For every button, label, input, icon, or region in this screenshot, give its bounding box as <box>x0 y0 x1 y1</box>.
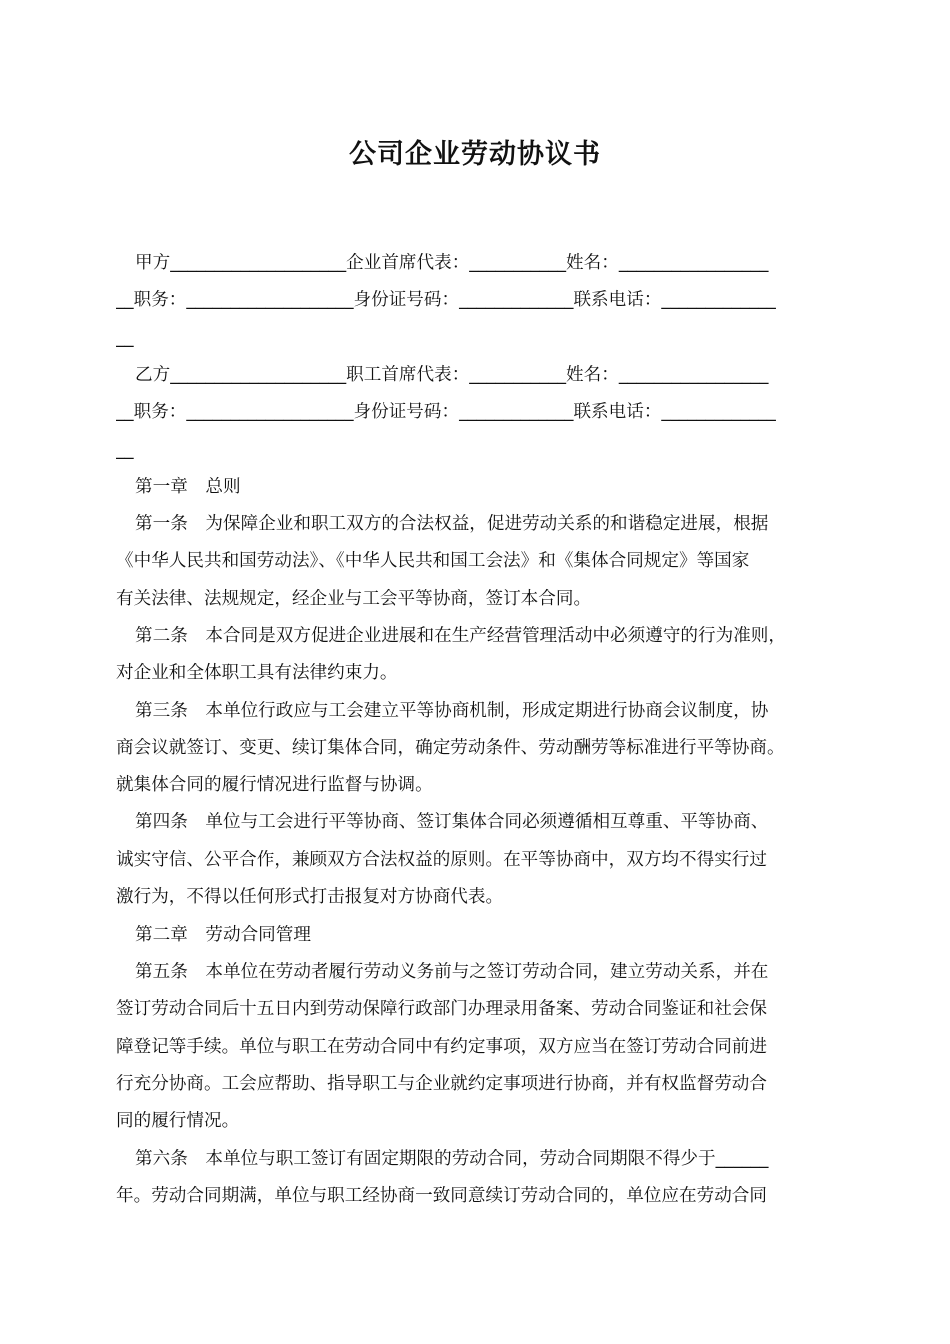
paragraph-line: 《中华人民共和国劳动法》、《中华人民共和国工会法》和《集体合同规定》等国家 <box>116 551 750 571</box>
paragraph-line: 第六条 本单位与职工签订有固定期限的劳动合同，劳动合同期限不得少于______ <box>135 1149 769 1169</box>
paragraph-line: 行充分协商。工会应帮助、指导职工与企业就约定事项进行协商，并有权监督劳动合 <box>116 1074 767 1094</box>
paragraph-line: 有关法律、法规规定，经企业与工会平等协商，签订本合同。 <box>116 589 592 609</box>
document-title: 公司企业劳动协议书 <box>349 139 601 170</box>
paragraph-line: 商会议就签订、变更、续订集体合同，确定劳动条件、劳动酬劳等标准进行平等协商。 <box>116 738 785 758</box>
paragraph-line: 第三条 本单位行政应与工会建立平等协商机制，形成定期进行协商会议制度，协 <box>135 701 769 721</box>
paragraph-line: 第五条 本单位在劳动者履行劳动义务前与之签订劳动合同，建立劳动关系，并在 <box>135 962 769 982</box>
paragraph-line: 对企业和全体职工具有法律约束力。 <box>116 663 398 683</box>
paragraph-line: 签订劳动合同后十五日内到劳动保障行政部门办理录用备案、劳动合同鉴证和社会保 <box>116 999 767 1019</box>
party-a-line-2: __职务：___________________身份证号码：_____________联系电话：_____________ <box>116 290 776 310</box>
paragraph-line: 激行为，不得以任何形式打击报复对方协商代表。 <box>116 887 504 907</box>
chapter-heading: 第二章 劳动合同管理 <box>135 925 311 945</box>
paragraph-line: 就集体合同的履行情况进行监督与协调。 <box>116 775 433 795</box>
paragraph-line: 障登记等手续。单位与职工在劳动合同中有约定事项，双方应当在签订劳动合同前进 <box>116 1037 767 1057</box>
paragraph-line: 同的履行情况。 <box>116 1111 240 1131</box>
party-a-line-1: 甲方____________________企业首席代表：___________姓名：_________________ <box>135 253 769 273</box>
chapter-heading: 第一章 总则 <box>135 477 241 497</box>
paragraph-line: 第四条 单位与工会进行平等协商、签订集体合同必须遵循相互尊重、平等协商、 <box>135 812 769 832</box>
paragraph-line: 诚实守信、公平合作，兼顾双方合法权益的原则。在平等协商中，双方均不得实行过 <box>116 850 767 870</box>
party-a-line-3: __ <box>116 328 134 348</box>
paragraph-line: 第二条 本合同是双方促进企业进展和在生产经营管理活动中必须遵守的行为准则， <box>135 626 786 646</box>
paragraph-line: 年。劳动合同期满，单位与职工经协商一致同意续订劳动合同的，单位应在劳动合同 <box>116 1186 767 1206</box>
party-b-line-3: __ <box>116 440 134 460</box>
party-b-line-1: 乙方____________________职工首席代表：___________姓名：_________________ <box>135 365 769 385</box>
paragraph-line: 第一条 为保障企业和职工双方的合法权益，促进劳动关系的和谐稳定进展，根据 <box>135 514 769 534</box>
party-b-line-2: __职务：___________________身份证号码：_____________联系电话：_____________ <box>116 402 776 422</box>
